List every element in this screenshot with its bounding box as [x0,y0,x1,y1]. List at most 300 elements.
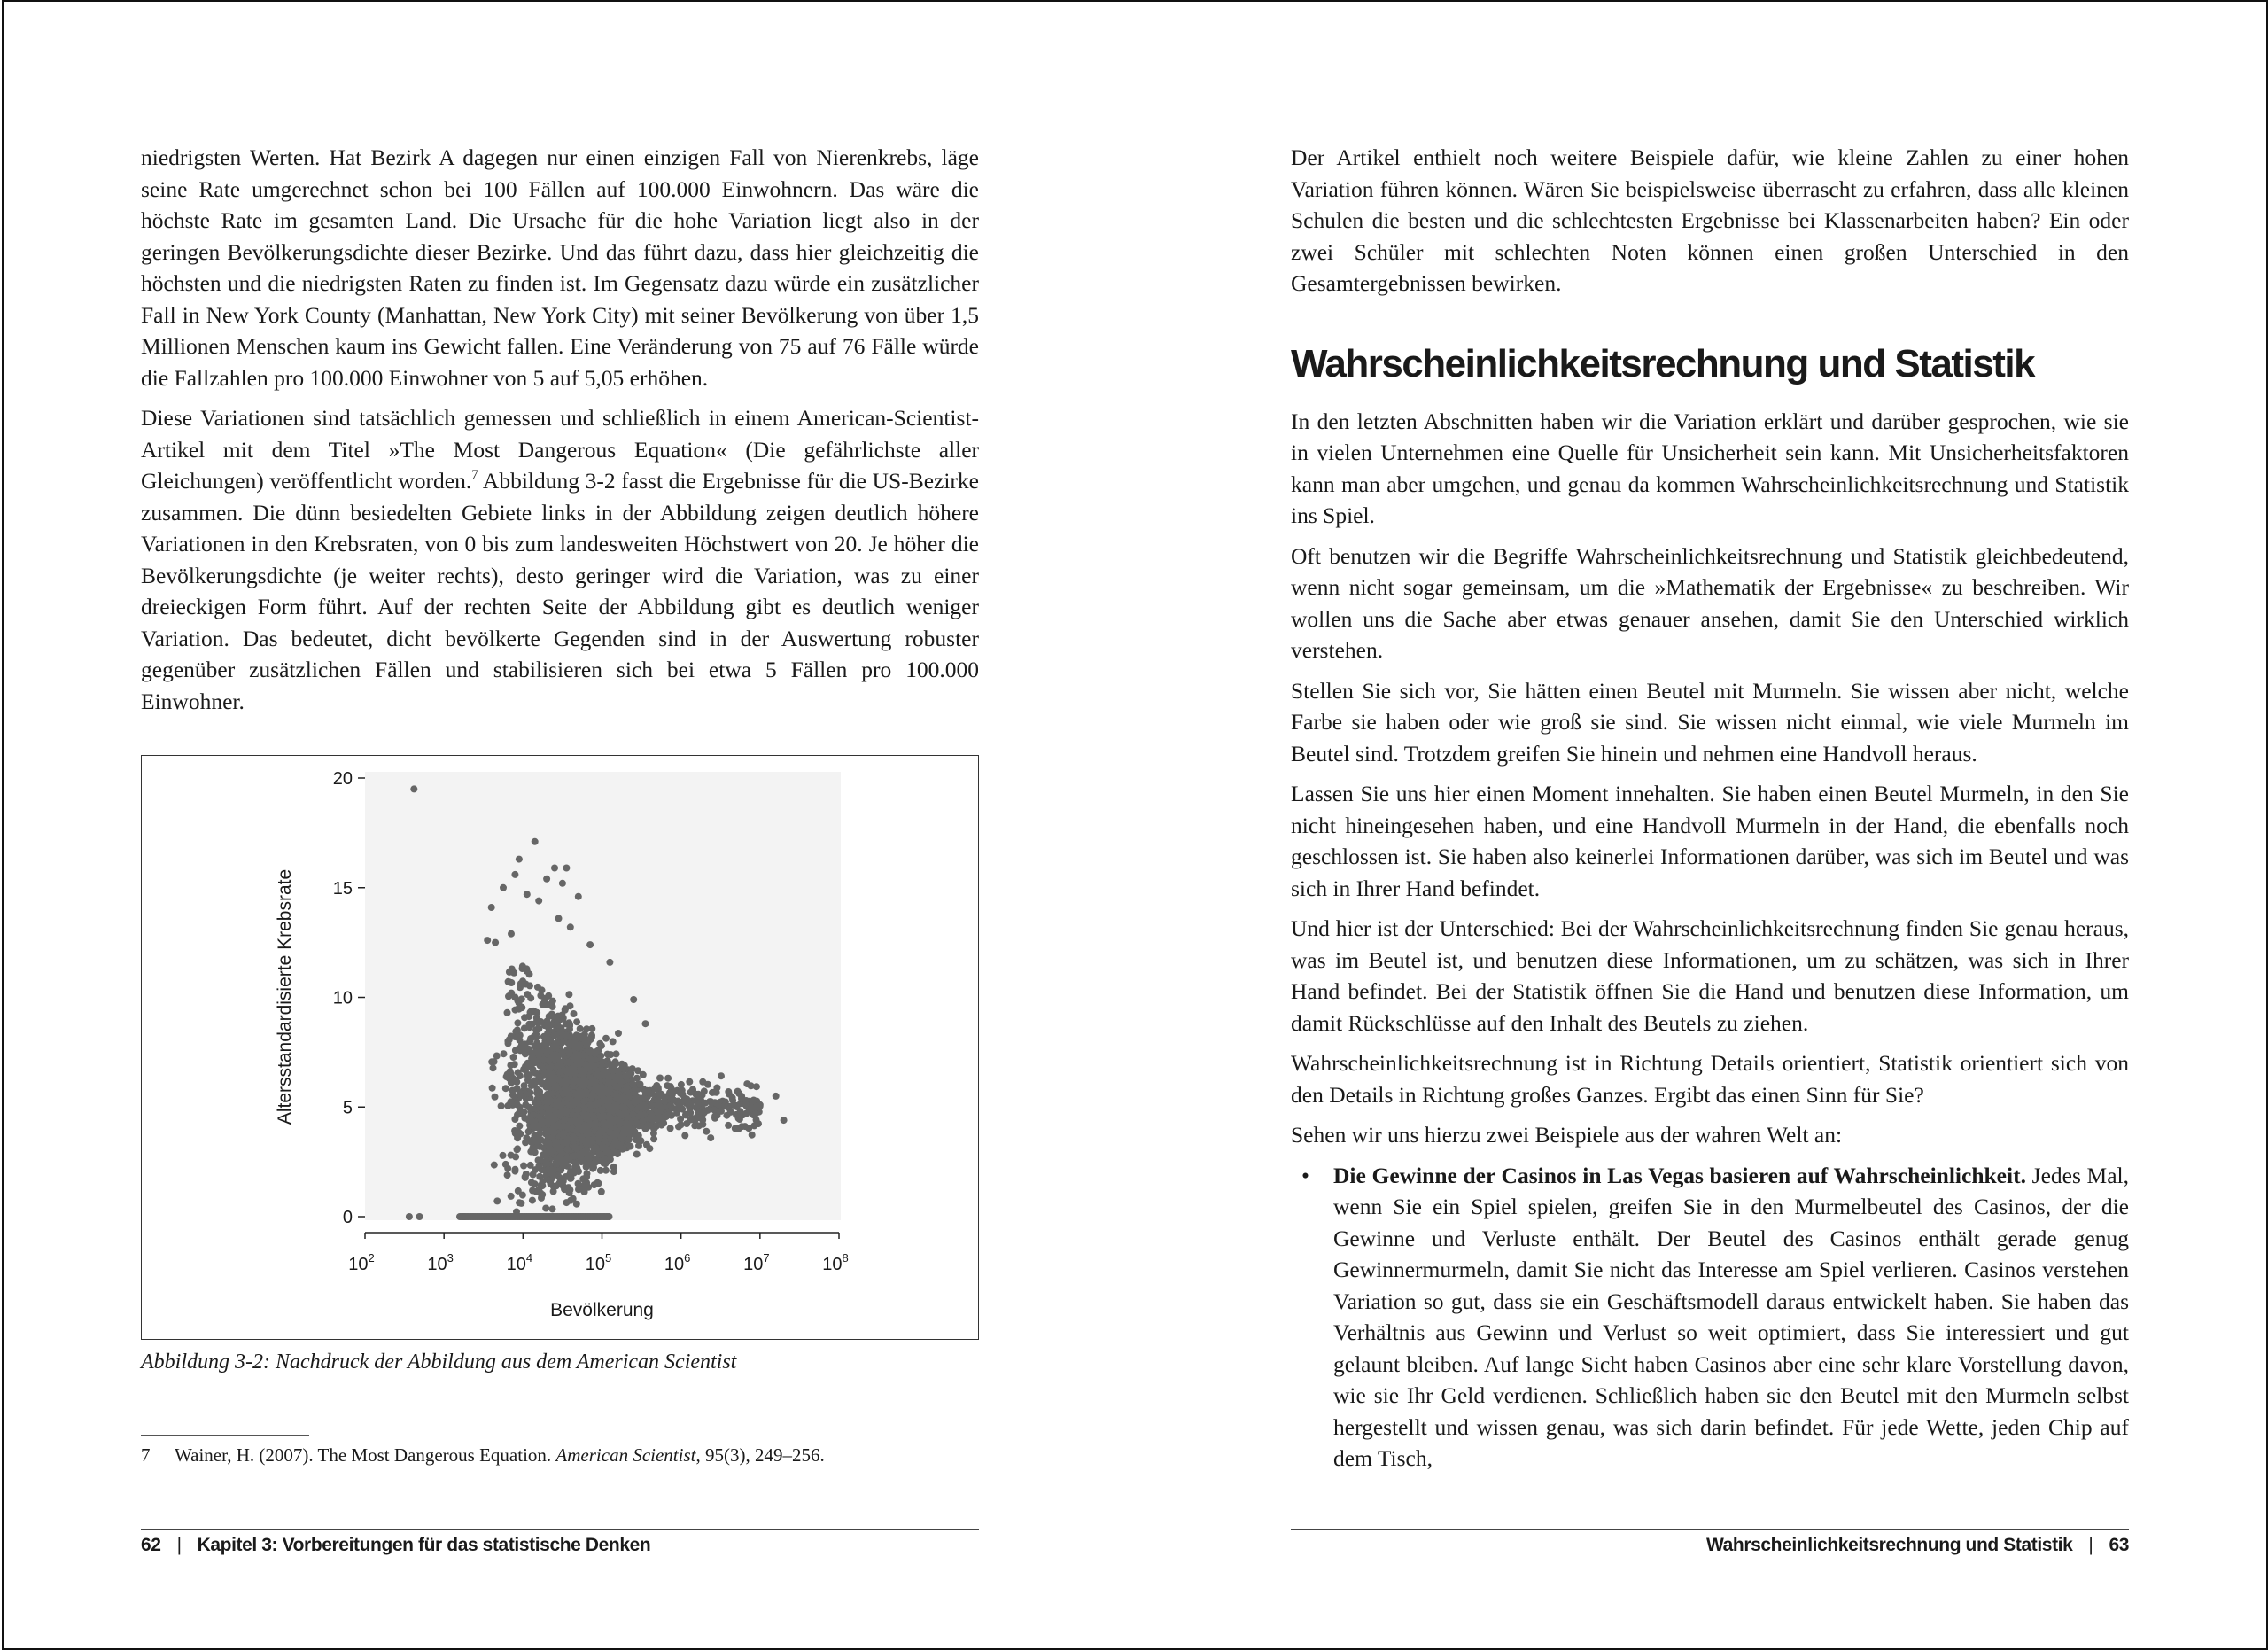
data-point [504,1171,511,1179]
data-point [581,1039,588,1046]
data-point [410,785,417,792]
data-point [532,1070,540,1077]
data-point [735,1125,742,1132]
data-point [590,1114,597,1121]
data-point [514,1145,521,1152]
data-point [514,1111,521,1118]
data-point [548,1011,555,1018]
data-point [602,1160,609,1167]
footnote-journal: American Scientist [555,1444,696,1466]
data-point [614,1084,621,1091]
data-point [538,1195,545,1202]
data-point [695,1108,702,1115]
data-point [518,995,525,1002]
data-point [642,1020,649,1027]
paragraph: Und hier ist der Unterschied: Bei der Wahrscheinlichkeitsrechnung finden Sie genau heraus, was im Beutel ist, und benutzen diese Informationen, um zu schätzen, was sich in Ihrer Hand befindet. Bei der Statistik öffnen Sie die Hand und benutzen diese Information, um damit Rückschlüsse auf den Inhalt des Beutels zu ziehen. [1291,915,2129,1036]
data-point [498,1102,505,1109]
data-point [563,865,570,872]
data-point [635,1132,642,1139]
data-point [539,1182,546,1189]
data-point [612,1092,619,1099]
data-point [615,1030,622,1037]
data-point [504,1009,511,1016]
data-point [532,1079,539,1086]
data-point [580,1098,587,1105]
figure-caption: Abbildung 3-2: Nachdruck der Abbildung aus dem American Scientist [141,1350,737,1374]
paragraph: Wahrscheinlichkeitsrechnung ist in Richtung Details orientiert, Statistik orientiert sich von den Details in Richtung großes Ganzes. Ergibt das einen Sinn für Sie? [1291,1050,2129,1108]
data-point [510,1054,517,1061]
data-point [534,1086,541,1094]
right-running-footer [1706,1535,2129,1556]
data-point [610,1168,617,1175]
data-point [682,1111,689,1118]
data-point [523,1171,530,1178]
data-point [632,1099,639,1106]
footnote [141,1444,979,1467]
data-point [575,1180,582,1187]
data-point [525,1128,532,1135]
data-point [586,941,594,948]
data-point [737,1108,744,1115]
data-point [648,1111,655,1118]
data-point [535,1163,542,1170]
data-point [514,1019,521,1026]
data-point [661,1098,668,1105]
data-point [613,1050,620,1057]
data-point [624,1114,631,1121]
data-point [509,966,516,973]
list-item [1301,1160,2130,1475]
data-point [536,1137,543,1144]
data-point [566,1187,573,1194]
data-point [536,1130,543,1137]
data-point [502,1085,509,1092]
data-point [731,1101,738,1109]
data-point [681,1132,688,1139]
data-point [563,1173,570,1180]
data-point [633,1075,641,1082]
scatter-figure [141,755,979,1340]
data-point [520,1109,527,1116]
data-point [488,904,495,911]
data-point [511,994,518,1001]
data-point [592,1144,599,1151]
data-point [502,1161,509,1168]
data-point [704,1107,711,1114]
footer-rule [1291,1529,2129,1530]
data-point [725,1122,732,1129]
data-point [565,991,572,998]
data-point [528,1139,535,1146]
data-point [643,1141,650,1148]
data-point [599,1107,606,1114]
data-point [567,923,574,930]
data-point [726,1091,733,1098]
data-point [535,898,542,905]
x-tick-label: $10^5$ [585,1251,612,1274]
data-point [500,884,507,891]
data-point [699,1117,706,1124]
data-point [532,1180,539,1187]
data-point [587,1101,594,1109]
data-point [590,1164,597,1171]
data-point [563,1199,570,1206]
data-point [529,1197,536,1204]
y-axis-title: Altersstandardisierte Krebsrate [275,868,295,1125]
data-point [607,1149,614,1156]
paragraph-text: Diese Variationen sind tatsächlich gemessen und schließlich in einem American-Scientist-Artikel mit dem Titel »The Most Dangerous Equation« (Die gefährlichste aller Gleichungen) veröffentlicht worden. [141,405,979,494]
data-point [573,1018,580,1025]
data-point [406,1213,413,1220]
data-point [752,1110,759,1117]
data-point [650,1125,657,1132]
data-point [579,1133,586,1140]
data-point [606,1213,613,1220]
data-point [538,1078,545,1086]
data-point [549,1125,556,1132]
data-point [532,1026,540,1033]
data-point [554,1100,561,1107]
data-point [618,1135,625,1142]
y-tick-label: 10 [332,988,353,1008]
data-point [679,1091,686,1098]
right-page [1135,0,2268,1650]
data-point [571,1117,579,1125]
data-point [701,1087,708,1094]
data-point [664,1112,671,1119]
data-point [507,1098,514,1105]
data-point [586,1151,594,1158]
data-point [567,1168,574,1175]
data-point [600,1095,607,1102]
data-point [601,1067,608,1074]
left-page [2,0,1135,1650]
data-point [703,1128,710,1135]
data-point [568,1101,575,1109]
data-point [484,937,491,944]
data-point [580,1052,587,1059]
data-point [582,1091,589,1098]
data-point [492,1094,499,1101]
data-point [526,1023,533,1031]
page-number: 62 [141,1535,161,1555]
data-point [571,1010,578,1017]
left-body-text [141,142,979,726]
data-point [704,1081,711,1088]
x-tick-label: $10^4$ [506,1251,533,1274]
data-point [588,1025,595,1032]
data-point [517,980,524,987]
data-point [620,1065,627,1072]
data-point [711,1089,718,1096]
data-point [587,1079,594,1086]
data-point [524,891,531,898]
data-point [610,1143,617,1150]
data-point [515,1187,522,1195]
data-point [718,1108,725,1115]
data-point [542,1205,549,1212]
x-axis-title: Bevölkerung [550,1300,654,1320]
data-point [548,1021,555,1028]
data-point [511,1127,518,1134]
bullet-icon: • [1301,1162,1309,1188]
data-point [675,1123,682,1130]
left-running-footer [141,1535,650,1556]
data-point [566,1023,573,1030]
data-point [512,1166,519,1173]
data-point [650,1135,657,1142]
data-point [514,1034,521,1041]
data-point [559,880,566,887]
footer-rule [141,1529,979,1530]
data-point [753,1083,760,1090]
bullet-text: Jedes Mal, wenn Sie ein Spiel spielen, greifen Sie in den Murmelbeutel des Casinos, der die Gewinne und Verluste enthält. Der Beutel des Casinos enthält gerade genug Gewinnermurmeln, damit Sie nicht das Interesse am Spiel verlieren. Casinos verstehen Variation so gut, dass sie ein Geschäftsmodell daraus entwickelt haben. Sie haben das Verhältnis aus Gewinn und Verlust so weit optimiert, dass Sie interessiert und gut gelaunt bleiben. Auf lange Sicht haben Casinos aber eine sehr klare Vorstellung davon, wie sie Ihr Geld verdienen. Schließlich haben sie den Beutel mit den Murmeln selbst hergestellt und wissen genau, was sich darin befindet. Für jede Wette, jeden Chip auf dem Tisch, [1333,1162,2130,1471]
data-point [532,838,539,845]
data-point [516,1006,523,1013]
page-number: 63 [2109,1535,2129,1555]
data-point [490,1064,497,1071]
data-point [541,997,548,1004]
data-point [552,1110,559,1117]
data-point [583,1173,590,1180]
data-point [556,1179,563,1187]
paragraph-text: Abbildung 3-2 fasst die Ergebnisse für die US-Bezirke zusammen. Die dünn besiedelten Gebiete links in der Abbildung zeigen deutlich höhere Variationen in den Krebsraten, von 0 bis zum landesweiten Höchstwert von 20. Je höher die Bevölkerungsdichte (je weiter rechts), desto geringer wird die Variation, was zu einer dreieckigen Form führt. Auf der rechten Seite der Abbildung gibt es deutlich weniger Variation. Das bedeutet, dicht bevölkerte Gegenden sind in der Auswertung robuster gegenüber zusätzlichen Fällen und stabilisieren sich bei etwa 5 Fällen pro 100.000 Einwohner. [141,468,979,714]
data-point [521,1115,528,1122]
data-point [587,1048,594,1055]
footnote-rule [141,1435,309,1436]
bullet-list [1291,1160,2129,1475]
paragraph: Lassen Sie uns hier einen Moment innehalten. Sie haben einen Beutel Murmeln, in den Sie nicht hineingesehen haben, und eine Handvoll Murmeln in der Hand, die ebenfalls noch geschlossen ist. Sie haben also keinerlei Informationen darüber, was sich im Beutel und was sich in Ihrer Hand befindet. [1291,781,2129,901]
data-point [416,1213,423,1220]
data-point [527,994,534,1001]
data-point [521,1082,528,1089]
right-body-text [1291,142,2129,1475]
data-point [526,982,533,989]
data-point [555,1039,562,1046]
data-point [535,1042,542,1049]
data-point [551,1031,558,1039]
data-point [683,1120,690,1127]
data-point [530,1171,537,1179]
data-point [561,1116,568,1123]
data-point [669,1105,676,1112]
x-tick-label: $10^3$ [427,1251,454,1274]
data-point [686,1078,693,1086]
bullet-lead: Die Gewinne der Casinos in Las Vegas basieren auf Wahrscheinlichkeit. [1333,1162,2026,1188]
data-point [506,978,513,985]
data-point [645,1089,652,1096]
data-point [595,1135,602,1142]
data-point [670,1096,677,1103]
data-point [559,1012,566,1019]
data-point [640,1095,647,1102]
data-point [781,1117,788,1124]
data-point [533,1009,540,1016]
data-point [528,1117,535,1125]
data-point [589,1092,596,1099]
data-point [552,1140,559,1148]
data-point [610,1038,617,1045]
data-point [516,856,523,863]
y-tick-label: 0 [342,1208,353,1227]
section-title: Wahrscheinlichkeitsrechnung und Statistik [1705,1535,2073,1555]
data-point [610,1116,617,1123]
data-point [598,1188,605,1195]
data-point [509,1092,517,1099]
y-tick-label: 5 [342,1098,353,1118]
data-point [540,1056,548,1063]
data-point [549,1205,556,1212]
y-tick-label: 15 [332,878,353,899]
data-point [687,1102,694,1109]
data-point [655,1084,662,1091]
data-point [555,915,563,922]
data-point [524,1071,531,1078]
data-point [548,1054,555,1061]
data-point [656,1075,664,1082]
data-point [570,1078,577,1085]
data-point [538,1121,545,1128]
data-point [543,876,550,883]
data-point [679,1106,686,1113]
data-point [755,1120,762,1127]
data-point [640,1117,647,1125]
data-point [501,1050,508,1057]
data-point [577,1080,584,1087]
data-point [549,1045,556,1052]
data-point [658,1122,665,1129]
footnote-text: Wainer, H. (2007). The Most Dangerous Equation. [175,1444,556,1466]
data-point [511,871,518,878]
data-point [578,1155,585,1162]
data-point [604,1051,611,1058]
data-point [601,1126,608,1133]
data-point [592,1125,599,1132]
data-point [555,1062,563,1070]
data-point [575,893,582,900]
data-point [546,1080,553,1087]
data-point [522,1063,529,1070]
data-point [565,1049,572,1056]
data-point [515,1069,522,1076]
data-point [695,1097,702,1104]
data-point [601,1138,608,1145]
x-tick-label: $10^8$ [822,1251,849,1274]
data-point [623,1084,630,1091]
data-point [492,939,499,946]
data-point [529,1187,536,1195]
paragraph: Stellen Sie sich vor, Sie hätten einen Beutel mit Murmeln. Sie wissen aber nicht, welche Farbe sie haben oder wie groß sie sind. Sie wissen nicht einmal, wie viele Murmeln im Beutel sind. Trotzdem greifen Sie hinein und nehmen eine Handvoll heraus. [1291,677,2129,767]
x-tick-label: $10^2$ [348,1251,375,1274]
data-point [560,1090,567,1097]
data-point [667,1125,674,1132]
data-point [551,865,558,872]
data-point [541,1070,548,1077]
data-point [641,1102,649,1109]
data-point [562,1005,569,1012]
chapter-title: Kapitel 3: Vorbereitungen für das statistische Denken [197,1535,651,1555]
x-tick-label: $10^7$ [743,1251,770,1274]
data-point [571,1143,579,1150]
paragraph: niedrigsten Werten. Hat Bezirk A dagegen nur einen einzigen Fall von Nierenkrebs, läge seine Rate umgerechnet schon bei 100 Fällen auf 100.000 Einwohnern. Das wäre die höchste Rate im gesamten Land. Die Ursache für die hohe Variation liegt also in der geringen Bevölkerungsdichte dieser Bezirke. Und das führt dazu, dass hier gleichzeitig die höchsten und die niedrigsten Raten zu finden ist. Im Gegensatz dazu würde ein zusätzlicher Fall in New York County (Manhattan, New York City) mit seiner Bevölkerung von über 1,5 Millionen Menschen kaum ins Gewicht fallen. Eine Veränderung von 75 auf 76 Fälle würde die Fallzahlen pro 100.000 Einwohner von 5 auf 5,05 erhöhen. [141,144,979,391]
data-point [573,1201,580,1208]
data-point [664,1075,672,1082]
data-point [575,1061,582,1068]
footer-separator: | [176,1535,182,1555]
footnote-text-end: , 95(3), 249–256. [695,1444,825,1466]
data-point [571,1152,578,1159]
data-point [633,1151,641,1158]
data-point [563,1068,570,1075]
data-point [527,1162,534,1169]
footnote-number: 7 [141,1444,151,1466]
data-point [750,1097,757,1104]
scatter-chart [142,756,980,1341]
data-point [712,1112,719,1119]
footnote-reference[interactable]: 7 [471,467,478,482]
data-point [743,1110,750,1117]
data-point [555,1158,563,1165]
data-point [546,1140,553,1148]
data-point [584,1112,591,1119]
data-point [623,1073,630,1080]
paragraph: In den letzten Abschnitten haben wir die Variation erklärt und darüber gesprochen, wie sie in vielen Unternehmen eine Quelle für Unsicherheit sein kann. Mit Unsicherheitsfaktoren kann man aber umgehen, und genau da kommen Wahrscheinlichkeitsrechnung und Statistik ins Spiel. [1291,408,2129,528]
data-point [505,1039,512,1047]
data-point [564,1146,571,1153]
data-point [707,1134,714,1141]
paragraph: Sehen wir uns hierzu zwei Beispiele aus der wahren Welt an: [1291,1122,1843,1148]
data-point [511,1061,518,1068]
x-tick-label: $10^6$ [664,1251,691,1274]
data-point [587,1055,594,1062]
data-point [718,1072,725,1079]
data-point [577,1025,584,1032]
data-point [594,1100,601,1107]
data-point [504,1071,511,1078]
data-point [610,1062,617,1069]
data-point [516,1199,523,1206]
data-point [538,1062,545,1070]
data-point [527,1008,534,1016]
data-point [505,992,512,1000]
data-point [560,1139,567,1146]
data-point [591,1181,598,1188]
data-point [623,1120,630,1127]
data-point [500,1152,507,1159]
data-point [707,1098,714,1105]
data-point [637,1081,644,1088]
y-tick-label: 20 [332,769,353,789]
data-point [540,1151,548,1158]
data-point [627,1143,634,1150]
data-point [508,1152,515,1159]
data-point [571,1055,578,1062]
data-point [514,1101,521,1108]
data-point [516,1045,523,1052]
data-point [527,1035,534,1042]
data-point [563,1076,571,1083]
data-point [491,1162,498,1169]
data-point [606,959,613,966]
data-point [602,1035,610,1042]
data-point [629,1080,636,1087]
data-point [560,1123,567,1130]
data-point [547,1180,554,1187]
data-point [563,1109,570,1116]
footer-separator: | [2088,1535,2093,1555]
data-point [597,1151,604,1158]
data-point [749,1132,756,1139]
